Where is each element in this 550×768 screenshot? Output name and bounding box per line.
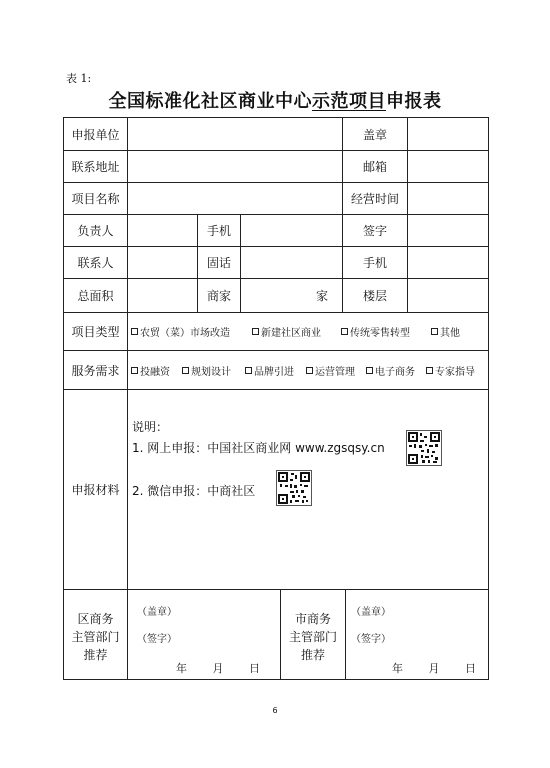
materials-online-line: 1. 网上申报：中国社区商业网 www.zgsqsy.cn (132, 441, 385, 455)
option-label: 电子商务 (375, 366, 415, 378)
page-title (0, 87, 550, 113)
date-month: 月 (212, 662, 224, 675)
label-person-in-charge: 负责人 (77, 224, 114, 238)
city-date (392, 660, 476, 676)
option-label: 农贸（菜）市场改造 (140, 328, 230, 339)
checkbox-brand-introduction[interactable] (245, 351, 294, 389)
title-part-3: 申报表 (386, 91, 442, 112)
label-contact-person: 联系人 (77, 256, 114, 270)
option-label: 传统零售转型 (350, 328, 410, 339)
checkbox-icon (431, 328, 438, 335)
materials-intro: 说明： (132, 420, 169, 434)
checkbox-traditional-retail[interactable] (341, 313, 410, 350)
district-date (176, 660, 260, 676)
label-district-commerce-dept (64, 610, 127, 664)
application-form-table (63, 117, 489, 680)
date-month: 月 (428, 662, 440, 675)
district-seal-label: （盖章） (137, 607, 177, 618)
district-sign-label: （签字） (137, 634, 177, 645)
date-day: 日 (249, 662, 260, 675)
label-project-type: 项目类型 (71, 325, 120, 339)
merchants-unit: 家 (315, 289, 328, 303)
mailbox-field[interactable] (408, 151, 488, 182)
label-signature: 签字 (362, 224, 387, 238)
qr-code-icon (406, 430, 442, 466)
column-divider (345, 589, 346, 679)
checkbox-new-community-commerce[interactable] (252, 313, 321, 350)
project-type-options (128, 313, 488, 350)
service-needs-options (128, 351, 488, 389)
city-label-line-3: 推荐 (300, 648, 325, 662)
checkbox-icon (252, 328, 259, 335)
checkbox-financing[interactable] (131, 351, 170, 389)
date-day: 日 (465, 662, 476, 675)
option-label: 规划设计 (191, 366, 231, 378)
business-hours-field[interactable] (408, 183, 488, 214)
label-seal: 盖章 (362, 127, 387, 142)
option-label: 其他 (440, 328, 460, 339)
contact-address-field[interactable] (128, 151, 342, 182)
district-label-line-2: 主管部门 (71, 630, 120, 644)
district-label-line-3: 推荐 (83, 648, 108, 662)
date-year: 年 (176, 662, 187, 675)
city-seal-label: （盖章） (351, 607, 391, 618)
label-total-area: 总面积 (77, 289, 114, 303)
city-label-line-1: 市商务 (294, 612, 331, 626)
label-landline: 固话 (206, 256, 231, 270)
checkbox-farmers-market[interactable] (131, 313, 230, 350)
materials-wechat-line: 2. 微信申报：中商社区 (132, 484, 256, 498)
label-project-name: 项目名称 (71, 192, 120, 206)
option-label: 运营管理 (315, 366, 355, 378)
label-merchants: 商家 (206, 289, 231, 303)
contact-person-field[interactable] (128, 247, 197, 278)
checkbox-operations[interactable] (306, 351, 355, 389)
applicant-unit-field[interactable] (128, 118, 342, 150)
signature-field[interactable] (408, 215, 488, 246)
checkbox-expert-guidance[interactable] (426, 351, 475, 389)
label-city-commerce-dept (281, 610, 345, 664)
total-area-field[interactable] (128, 279, 197, 312)
page-number: 6 (272, 706, 278, 715)
label-floors: 楼层 (362, 289, 387, 303)
label-contact-address: 联系地址 (71, 160, 120, 174)
label-service-needs: 服务需求 (71, 363, 120, 378)
title-part-1: 全国标准化社区商业中心 (108, 91, 312, 112)
label-business-hours: 经营时间 (350, 192, 399, 206)
checkbox-icon (131, 367, 138, 374)
merchants-count-field[interactable] (241, 279, 342, 312)
qr-code-icon (276, 470, 312, 506)
checkbox-icon (245, 367, 252, 374)
date-year: 年 (392, 662, 403, 675)
column-divider (127, 389, 128, 589)
mobile-2-field[interactable] (408, 247, 488, 278)
label-mobile-2: 手机 (362, 256, 387, 270)
option-label: 新建社区商业 (261, 328, 321, 339)
person-in-charge-field[interactable] (128, 215, 197, 246)
option-label: 专家指导 (435, 366, 475, 378)
checkbox-icon (426, 367, 433, 374)
checkbox-e-commerce[interactable] (366, 351, 415, 389)
city-sign-label: （签字） (351, 634, 391, 645)
project-name-field[interactable] (128, 183, 342, 214)
option-label: 投融资 (140, 366, 170, 378)
seal-field[interactable] (408, 118, 488, 150)
checkbox-icon (366, 367, 373, 374)
district-label-line-1: 区商务 (77, 612, 114, 626)
checkbox-icon (306, 367, 313, 374)
label-mobile: 手机 (206, 224, 231, 238)
table-caption: 表 1: (66, 72, 92, 85)
mobile-field[interactable] (241, 215, 342, 246)
checkbox-icon (182, 367, 189, 374)
checkbox-icon (131, 328, 138, 335)
label-applicant-unit: 申报单位 (71, 127, 120, 142)
checkbox-icon (341, 328, 348, 335)
title-part-2: 示范项目 (312, 91, 386, 112)
label-mailbox: 邮箱 (362, 160, 387, 174)
landline-field[interactable] (241, 247, 342, 278)
city-label-line-2: 主管部门 (288, 630, 337, 644)
column-divider (127, 589, 128, 679)
label-application-materials: 申报材料 (71, 483, 120, 497)
checkbox-other[interactable] (431, 313, 460, 350)
option-label: 品牌引进 (254, 366, 294, 378)
checkbox-planning-design[interactable] (182, 351, 231, 389)
floors-field[interactable] (408, 279, 488, 312)
